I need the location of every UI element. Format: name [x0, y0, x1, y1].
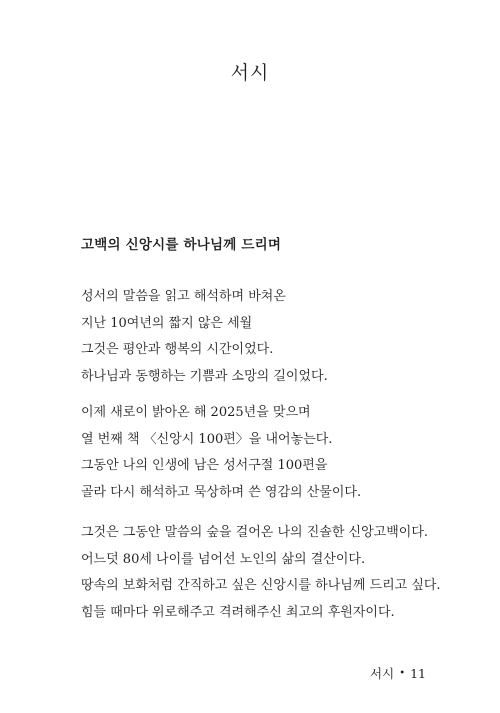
section-heading: 고백의 신앙시를 하나님께 드리며	[81, 237, 282, 253]
poem-line: 그것은 그동안 말씀의 숲을 걸어온 나의 진솔한 신앙고백이다.	[81, 525, 429, 540]
poem-line: 어느덧 80세 나이를 넘어선 노인의 삶의 결산이다.	[81, 551, 366, 567]
page-title: 서시	[230, 62, 270, 84]
poem-line: 하나님과 동행하는 기쁨과 소망의 길이었다.	[81, 368, 328, 384]
poem-line: 지난 10여년의 짧지 않은 세월	[81, 315, 253, 331]
stanza-3	[81, 520, 441, 626]
poem-line: 그것은 평안과 행복의 시간이었다.	[81, 342, 274, 357]
poem-line: 골라 다시 해석하고 묵상하며 쓴 영감의 산물이다.	[81, 484, 362, 500]
poem-line: 땅속의 보화처럼 간직하고 싶은 신앙시를 하나님께 드리고 싶다.	[81, 578, 441, 593]
poem-line: 열 번째 책 〈신앙시 100편〉을 내어놓는다.	[81, 431, 333, 447]
page-number: 11	[410, 665, 426, 681]
page-footer	[370, 664, 426, 682]
stanza-1	[81, 284, 328, 390]
poem-line: 이제 새로이 밝아온 해 2025년을 맞으며	[81, 405, 311, 420]
running-head: 서시	[370, 666, 395, 681]
poem-line: 그동안 나의 인생에 남은 성서구절 100편을	[81, 458, 328, 473]
stanza-2	[81, 400, 361, 506]
poem-line: 성서의 말씀을 읽고 해석하며 바쳐온	[81, 289, 286, 304]
poem-line: 힘들 때마다 위로해주고 격려해주신 최고의 후원자이다.	[81, 604, 395, 620]
bullet-separator: •	[399, 667, 406, 679]
